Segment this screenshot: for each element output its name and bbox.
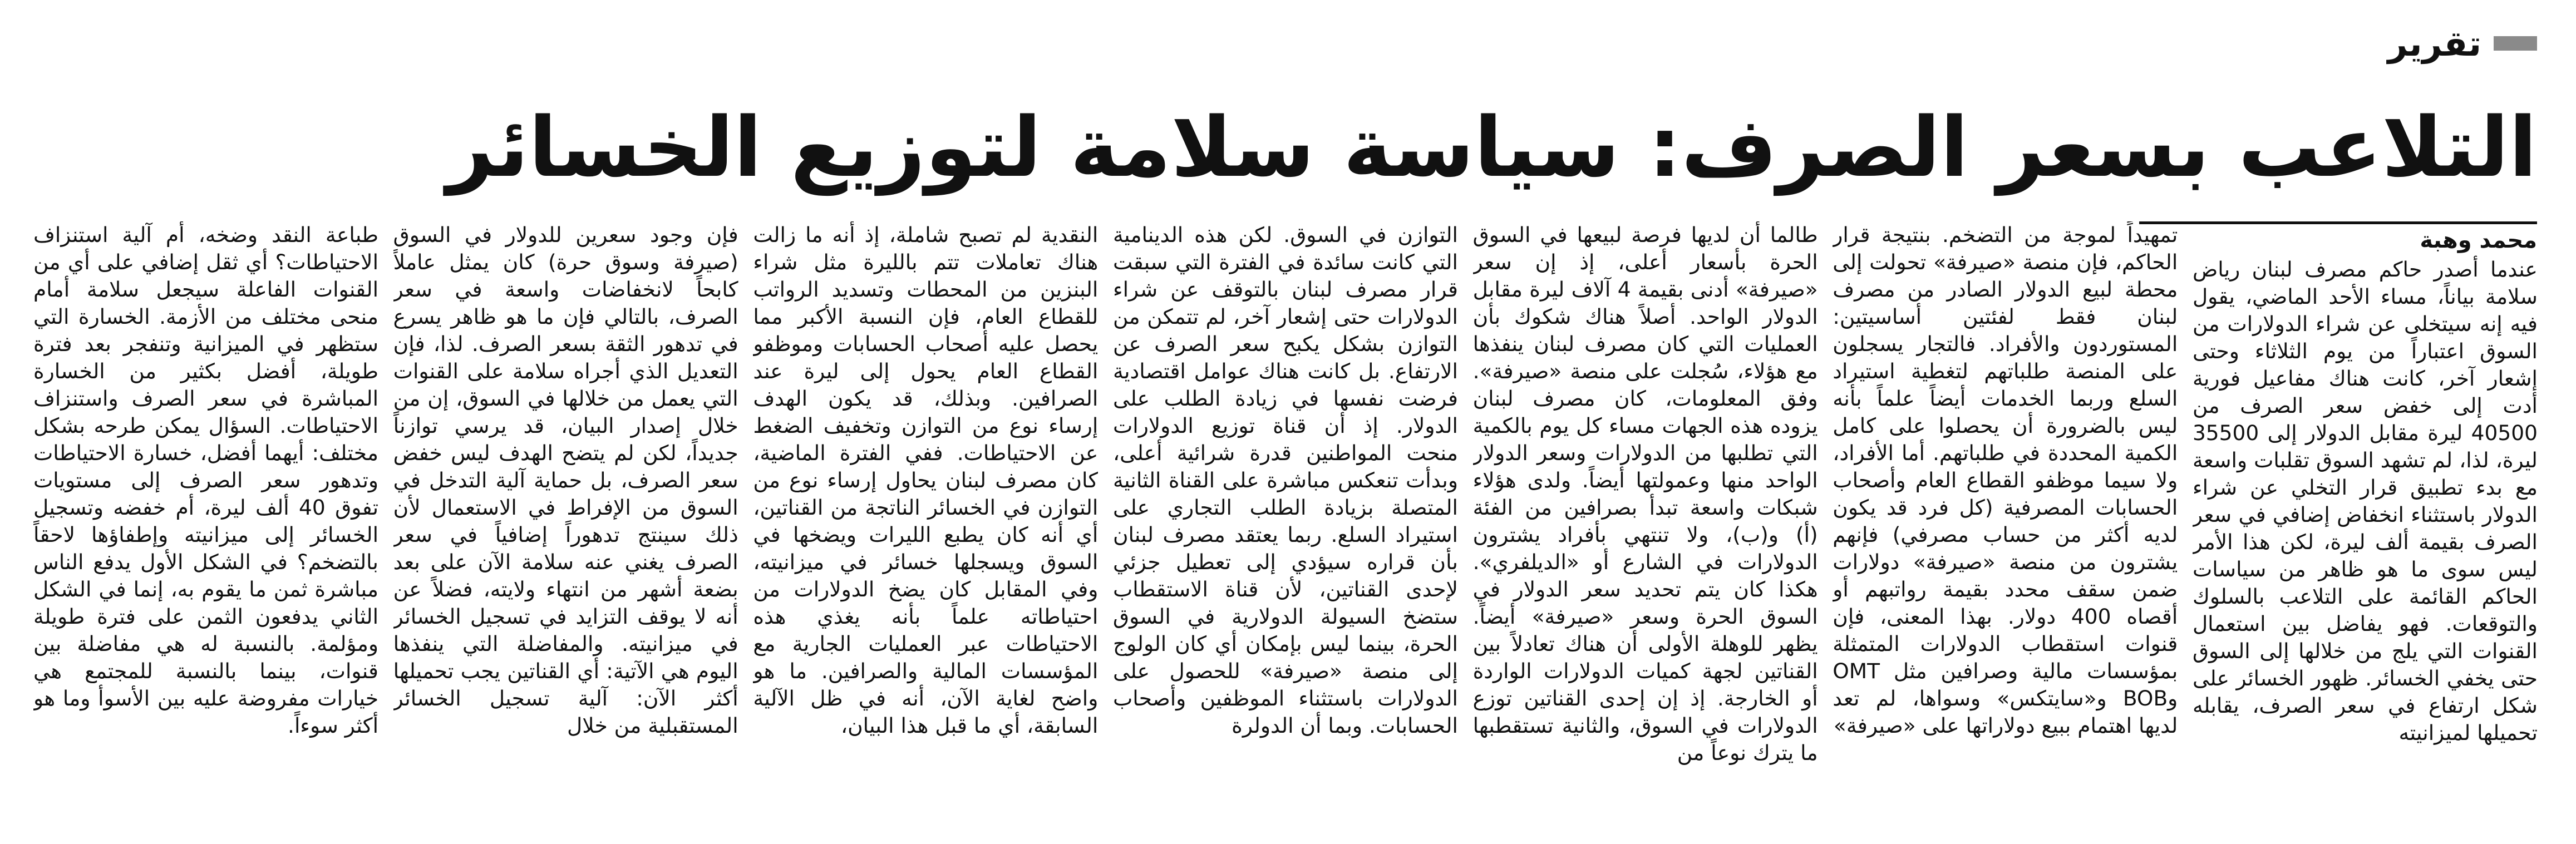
- article-body: [33, 221, 2538, 822]
- article-column-5: النقدية لم تصبح شاملة، إذ أنه ما زالت هناك تعاملات تتم بالليرة مثل شراء البنزين من المحطات وتسديد الرواتب للقطاع العام، فإن النسبة الأكبر مما يحصل عليه أصحاب الحسابات وموظفو القطاع العام يحول إلى ليرة عند الصرافين. وبذلك، قد يكون الهدف إرساء نوع من التوازن وتخفيف الضغط عن الاحتياطات. ففي الفترة الماضية، كان مصرف لبنان يحاول إرساء نوع من التوازن في الخسائر الناتجة من القناتين، أي أنه كان يطبع الليرات ويضخها في السوق ويسجلها خسائر في ميزانيته، وفي المقابل كان يضخ الدولارات من احتياطاته علماً بأنه يغذي هذه الاحتياطات عبر العمليات الجارية مع المؤسسات المالية والصرافين. ما هو واضح لغاية الآن، أنه في ظل الآلية السابقة، أي ما قبل هذا البيان،: [753, 223, 1099, 738]
- section-header: [2388, 21, 2537, 66]
- article-headline: التلاعب بسعر الصرف: سياسة سلامة لتوزيع الخسائر: [446, 100, 2537, 195]
- article-column-4: التوازن في السوق. لكن هذه الدينامية التي كانت سائدة في الفترة التي سبقت قرار مصرف لبنان بالتوقف عن شراء الدولارات حتى إشعار آخر، لم تتمكن من التوازن بشكل يكبح سعر الصرف عن الارتفاع. بل كانت هناك عوامل اقتصادية فرضت نفسها في زيادة الطلب على الدولار. إذ أن قناة توزيع الدولارات منحت المواطنين قدرة شرائية أعلى، وبدأت تنعكس مباشرة على القناة الثانية المتصلة بزيادة الطلب التجاري على استيراد السلع. ربما يعتقد مصرف لبنان بأن قراره سيؤدي إلى تعطيل جزئي لإحدى القناتين، لأن قناة الاستقطاب ستضخ السيولة الدولارية في السوق الحرة، بينما ليس بإمكان أي كان الولوج إلى منصة «صيرفة» للحصول على الدولارات باستثناء الموظفين وأصحاب الحسابات. وبما أن الدولرة: [1112, 223, 1458, 738]
- article-column-6: فإن وجود سعرين للدولار في السوق (صيرفة وسوق حرة) كان يمثل عاملاً كابحاً لانخفاضات واسعة في سعر الصرف، بالتالي فإن ما هو ظاهر يسرع في تدهور الثقة بسعر الصرف. لذا، فإن التعديل الذي أجراه سلامة على القنوات التي يعمل من خلالها في السوق، إن من خلال إصدار البيان، قد يرسي توازناً جديداً، لكن لم يتضح الهدف ليس خفض سعر الصرف، بل حماية آلية التدخل في السوق من الإفراط في الاستعمال لأن ذلك سينتج تدهوراً إضافياً في سعر الصرف يغني عنه سلامة الآن على بعد بضعة أشهر من انتهاء ولايته، فضلاً عن أنه لا يوقف التزايد في تسجيل الخسائر في ميزانيته. والمفاضلة التي ينفذها اليوم هي الآتية: أي القناتين يجب تحميلها أكثر الآن: آلية تسجيل الخسائر المستقبلية من خلال: [393, 223, 738, 738]
- article-column-3: طالما أن لديها فرصة لبيعها في السوق الحرة بأسعار أعلى، إذ إن سعر «صيرفة» أدنى بقيمة 4 آلاف ليرة مقابل الدولار الواحد. أصلاً هناك شكوك بأن العمليات التي كان مصرف لبنان ينفذها مع هؤلاء، سُجلت على منصة «صيرفة». وفق المعلومات، كان مصرف لبنان يزوده هذه الجهات مساء كل يوم بالكمية التي تطلبها من الدولارات وسعر الدولار الواحد منها وعمولتها أيضاً. ولدى هؤلاء شبكات واسعة تبدأ بصرافين من الفئة (أ) و(ب)، ولا تنتهي بأفراد يشترون الدولارات في الشارع أو «الديلفري». هكذا كان يتم تحديد سعر الدولار في السوق الحرة وسعر «صيرفة» أيضاً. يظهر للوهلة الأولى أن هناك تعادلاً بين القناتين لجهة كميات الدولارات الواردة أو الخارجة. إذ إن إحدى القناتين توزع الدولارات في السوق، والثانية تستقطبها ما يترك نوعاً من: [1472, 223, 1818, 765]
- article-column-1: عندما أصدر حاكم مصرف لبنان رياض سلامة بياناً، مساء الأحد الماضي، يقول فيه إنه سيتخلى عن شراء الدولارات من السوق اعتباراً من يوم الثلاثاء وحتى إشعار آخر، كانت هناك مفاعيل فورية أدت إلى خفض سعر الصرف من 40500 ليرة مقابل الدولار إلى 35500 ليرة، لذا، لم تشهد السوق تقلبات واسعة مع بدء تطبيق قرار التخلي عن شراء الدولار باستثناء انخفاض إضافي في سعر الصرف بقيمة ألف ليرة، لكن هذا الأمر ليس سوى ما هو ظاهر من سياسات الحاكم القائمة على التلاعب بالسلوك والتوقعات. فهو يفاضل بين استعمال القنوات التي يلج من خلالها إلى السوق حتى يخفي الخسائر. ظهور الخسائر على شكل ارتفاع في سعر الصرف، يقابله تحميلها لميزانيته: [2192, 257, 2538, 745]
- section-marker-bar: [2494, 36, 2537, 51]
- section-label: تقرير: [2387, 23, 2481, 64]
- article-column-2: تمهيداً لموجة من التضخم. بنتيجة قرار الحاكم، فإن منصة «صيرفة» تحولت إلى محطة لبيع الدولار الصادر من مصرف لبنان فقط لفئتين أساسيتين: المستوردون والأفراد. فالتجار يسجلون على المنصة طلباتهم لتغطية استيراد السلع وربما الخدمات أيضاً علماً بأنه ليس بالضرورة أن يحصلوا على كامل الكمية المحددة في طلباتهم. أما الأفراد، ولا سيما موظفو القطاع العام وأصحاب الحسابات المصرفية (كل فرد قد يكون لديه أكثر من حساب مصرفي) فإنهم يشترون من منصة «صيرفة» دولارات ضمن سقف محدد بقيمة رواتبهم أو أقصاه 400 دولار. بهذا المعنى، فإن قنوات استقطاب الدولارات المتمثلة بمؤسسات مالية وصرافين مثل OMT وBOB و«سايتكس» وسواها، لم تعد لديها اهتمام ببيع دولاراتها على «صيرفة»: [1833, 223, 2178, 738]
- article-byline: محمد وهبة: [2139, 221, 2537, 253]
- article-column-7: طباعة النقد وضخه، أم آلية استنزاف الاحتياطات؟ أي ثقل إضافي على أي من القنوات الفاعلة سيجعل سلامة أمام منحى مختلف من الأزمة. الخسارة التي ستظهر في الميزانية وتنفجر بعد فترة طويلة، أفضل بكثير من الخسارة المباشرة في سعر الصرف واستنزاف الاحتياطات. السؤال يمكن طرحه بشكل مختلف: أيهما أفضل، خسارة الاحتياطات وتدهور سعر الصرف إلى مستويات تفوق 40 ألف ليرة، أم خفضه وتسجيل الخسائر إلى ميزانيته وإطفاؤها لاحقاً بالتضخم؟ في الشكل الأول يدفع الناس مباشرة ثمن ما يقوم به، إنما في الشكل الثاني يدفعون الثمن على فترة طويلة ومؤلمة. بالنسبة له هي مفاضلة بين قنوات، بينما بالنسبة للمجتمع هي خيارات مفروضة عليه بين الأسوأ وما هو أكثر سوءاً.: [33, 223, 378, 738]
